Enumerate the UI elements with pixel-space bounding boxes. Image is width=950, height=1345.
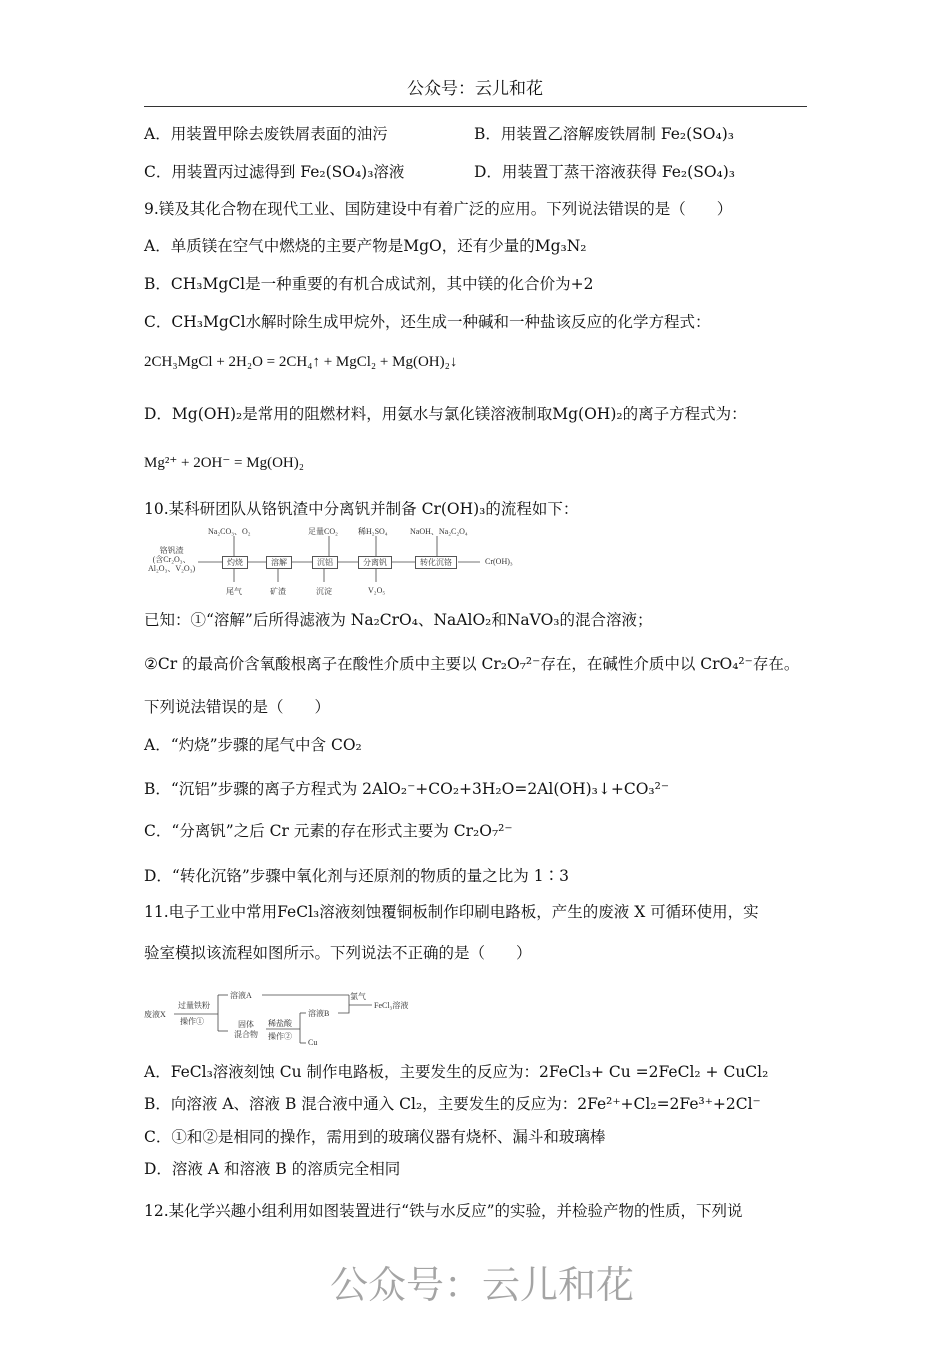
flow-product: FeCl₃溶液 [374,1001,409,1010]
q9-option-d: D．Mg(OH)₂是常用的阻燃材料，用氨水与氯化镁溶液制取Mg(OH)₂的离子方程式为： [144,405,747,423]
flow-product: Cr(OH)₃ [485,557,513,566]
operation-2: 操作② [268,1032,292,1041]
reagent-2: 稀盐酸 [268,1019,292,1028]
header-rule [144,106,807,107]
q8-option-c: C．用装置丙过滤得到 Fe₂(SO₄)₃溶液 [144,163,405,181]
q9-option-a: A．单质镁在空气中燃烧的主要产物是MgO，还有少量的Mg₃N₂ [144,237,587,255]
q11-option-b: B．向溶液 A、溶液 B 混合液中通入 Cl₂，主要发生的反应为：2Fe²⁺+Cl₂=2Fe³⁺+2Cl⁻ [144,1095,761,1113]
flow-start: 废液X [144,1010,166,1019]
q8-option-d: D．用装置丁蒸干溶液获得 Fe₂(SO₄)₃ [474,163,735,181]
chlorine: 氯气 [350,992,366,1001]
input-line: Al₂O₃、V₂O₃) [148,564,196,573]
copper: Cu [308,1038,318,1047]
reagent: Na₂CO₃、O₂ [208,527,251,536]
solution-b: 溶液B [308,1009,330,1018]
q11-option-c: C．①和②是相同的操作，需用到的玻璃仪器有烧杯、漏斗和玻璃棒 [144,1128,606,1146]
q9-option-c: C．CH₃MgCl水解时除生成甲烷外，还生成一种碱和一种盐该反应的化学方程式： [144,313,711,331]
q10-known-1: 已知：①“溶解”后所得滤液为 Na₂CrO₄、NaAlO₂和NaVO₃的混合溶液； [144,611,653,629]
reagent: 足量CO₂ [308,527,338,536]
q11-option-d: D．溶液 A 和溶液 B 的溶质完全相同 [144,1160,401,1178]
q8-option-b: B．用装置乙溶解废铁屑制 Fe₂(SO₄)₃ [474,125,734,143]
step-box: 溶解 [266,556,292,569]
solution-a: 溶液A [230,991,252,1000]
reagent: NaOH、Na₂C₂O₄ [410,527,468,536]
q12-stem: 12.某化学兴趣小组利用如图装置进行“铁与水反应”的实验，并检验产物的性质，下列说 [144,1202,743,1220]
output: 矿渣 [270,587,286,596]
q9-d-equation: Mg²⁺ + 2OH⁻ = Mg(OH)₂ [144,455,304,471]
q10-option-a: A．“灼烧”步骤的尾气中含 CO₂ [144,736,362,754]
output: 尾气 [226,587,242,596]
output: 沉淀 [316,587,332,596]
operation-1: 操作① [180,1017,204,1026]
solid-line: 固体 [238,1020,254,1029]
step-box: 沉铝 [312,556,338,569]
input-line: (含Cr₂O₃、 [152,555,191,564]
page-header: 公众号：云儿和花 [407,79,543,99]
q9-stem: 9.镁及其化合物在现代工业、国防建设中有着广泛的应用。下列说法错误的是（ ） [144,200,733,218]
q10-option-d: D．“转化沉铬”步骤中氧化剂与还原剂的物质的量之比为 1∶3 [144,867,569,885]
q10-stem: 10.某科研团队从铬钒渣中分离钒并制备 Cr(OH)₃的流程如下： [144,500,579,518]
reagent-1: 过量铁粉 [178,1001,210,1010]
q8-option-a: A．用装置甲除去废铁屑表面的油污 [144,125,388,143]
q9-c-equation: 2CH₃MgCl + 2H₂O = 2CH₄↑ + MgCl₂ + Mg(OH)₂↓ [144,354,458,370]
q11-stem-2: 验室模拟该流程如图所示。下列说法不正确的是（ ） [144,944,532,962]
flow-input [148,546,195,573]
q11-stem-1: 11.电子工业中常用FeCl₃溶液刻蚀覆铜板制作印刷电路板，产生的废液 X 可循环使用，实 [144,903,759,921]
output: V₂O₅ [368,586,386,595]
solid-mixture [234,1020,258,1040]
step-box: 灼烧 [222,556,248,569]
input-line: 铬钒渣 [159,546,184,555]
q10-ask: 下列说法错误的是（ ） [144,698,331,716]
q11-option-a: A．FeCl₃溶液刻蚀 Cu 制作电路板，主要发生的反应为：2FeCl₃+ Cu =2FeCl₂ + CuCl₂ [144,1063,769,1081]
q10-option-c: C．“分离钒”之后 Cr 元素的存在形式主要为 Cr₂O₇²⁻ [144,822,513,840]
q9-option-b: B．CH₃MgCl是一种重要的有机合成试剂，其中镁的化合价为+2 [144,275,594,293]
q11-flow-diagram [144,985,424,1050]
step-box: 转化沉铬 [415,556,457,569]
step-box: 分离钒 [358,556,392,569]
q10-flow-diagram [140,520,520,600]
q10-known-2: ②Cr 的最高价含氧酸根离子在酸性介质中主要以 Cr₂O₇²⁻存在，在碱性介质中以 CrO₄²⁻存在。 [144,655,800,673]
watermark: 公众号：云儿和花 [330,1263,635,1307]
reagent: 稀H₂SO₄ [358,527,388,536]
solid-line: 混合物 [234,1030,258,1039]
q10-option-b: B．“沉铝”步骤的离子方程式为 2AlO₂⁻+CO₂+3H₂O=2Al(OH)₃↓+CO₃²⁻ [144,780,670,798]
